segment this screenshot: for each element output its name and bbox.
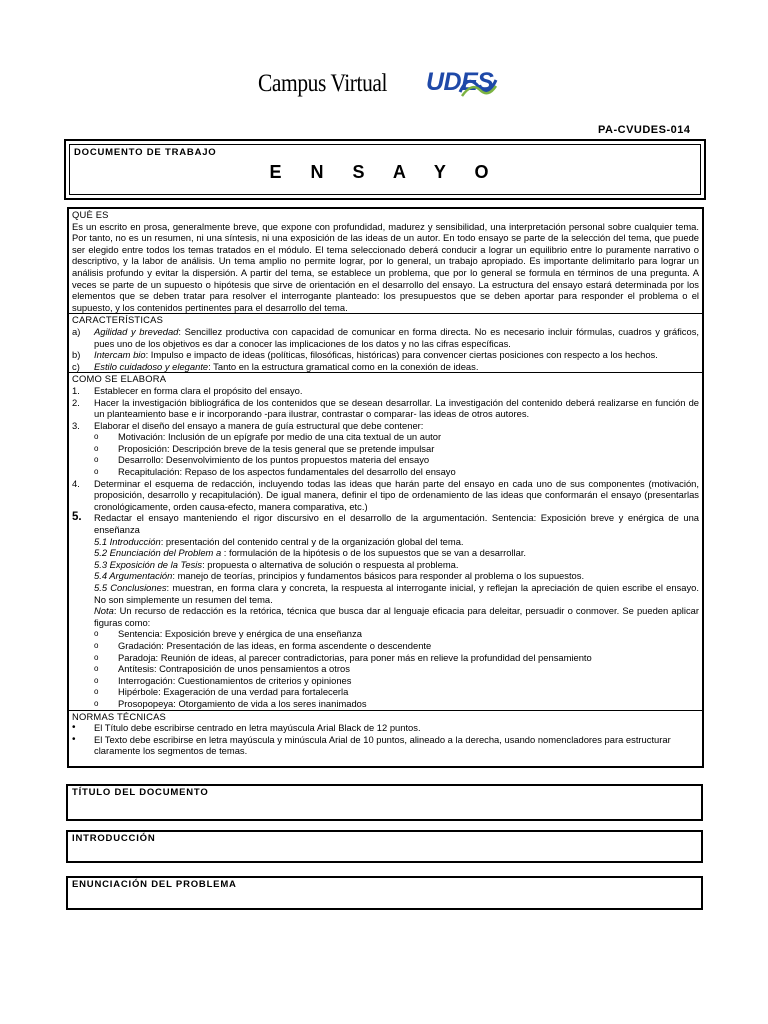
step-text: Elaborar el diseño del ensayo a manera de guía estructural que debe contener: <box>94 419 424 431</box>
sub-item-term: 5.4 Argumentación <box>94 570 173 582</box>
list-item <box>72 420 699 432</box>
list-item <box>72 722 699 734</box>
bullet-text: Motivación: Inclusión de un epígrafe por medio de una cita textual de un autor <box>118 431 442 443</box>
list-item <box>72 686 699 698</box>
list-item <box>72 663 699 675</box>
item-description: : Impulso e impacto de ideas (políticas, filosóficas, históricas) para convencer ciertas posiciones con respecto a los hechos. <box>145 349 658 361</box>
item-description: : Sencillez productiva con capacidad de comunicar en forma directa. No es necesario incluir fórmulas, cuadros y gráficos, pues uno de los objetivos es dar a conocer las implicaciones de los datos y no las cifras específicas. <box>94 325 699 349</box>
list-item <box>72 431 699 443</box>
list-item <box>72 628 699 640</box>
step-text: Establecer en forma clara el propósito del ensayo. <box>94 384 303 396</box>
sub-item-term: 5.5 Conclusiones <box>94 582 167 593</box>
item-term: Estilo cuidadoso y elegante <box>94 360 209 372</box>
section-title: QUÈ ES <box>72 209 109 220</box>
item-term: Intercam bio <box>94 349 146 361</box>
circle-bullet-icon: o <box>94 664 99 674</box>
list-item <box>72 385 699 397</box>
bullet-text: Interrogación: Cuestionamientos de criterios y opiniones <box>118 674 352 686</box>
content-box <box>67 207 704 768</box>
bullet-text: Sentencia: Exposición breve y enérgica de una enseñanza <box>118 628 362 640</box>
campus-virtual-udes-logo <box>258 66 498 106</box>
item-term: Agilidad y brevedad <box>94 325 179 337</box>
sub-item <box>72 605 699 628</box>
field-label: ENUNCIACIÓN DEL PROBLEMA <box>72 879 237 890</box>
circle-bullet-icon: o <box>94 652 99 662</box>
section-title: NORMAS TÉCNICAS <box>72 710 166 722</box>
bullet-text: Desarrollo: Desenvolvimiento de los puntos propuestos materia del ensayo <box>118 454 430 466</box>
bullet-text: El Título debe escribirse centrado en letra mayúscula Arial Black de 12 puntos. <box>94 722 421 734</box>
list-item <box>72 326 699 349</box>
sub-item-term: 5.1 Introducción <box>94 535 161 547</box>
bullet-text: Gradación: Presentación de las ideas, en forma ascendente o descendente <box>118 639 432 651</box>
bullet-text: Hipérbole: Exageración de una verdad para fortalecerla <box>118 686 349 698</box>
logo-udes-text: UDES <box>426 68 494 96</box>
item-letter: a) <box>72 325 81 337</box>
que-es-text: Es un escrito en prosa, generalmente breve, que expone con profundidad, madurez y sensibilidad, una interpretación personal sobre cualquier tema. Por tanto, no es un resumen, ni una síntesis, ni una exposición de las ideas de un autor. En todo ensayo se parte de la selección del tema, que puede ser elegido entre todos los temas tratados en el módulo. El tema seleccionado deberá conducir a lograr un equilibrio entre lo puramente narrativo o descriptivo, y la labor de análisis. Un tema amplio no permite lograr, por lo general, un trabajo apropiado. Es importante delimitarlo para lograr un análisis profundo y evitar la dispersión. A partir del tema, se establece un problema, que por lo general se formula en términos de una pregunta. A veces se parte de un supuesto o hipótesis que sirve de orientación en el desarrollo del ensayo. La estructura del ensayo estará determinada por los elementos que se deben tratar para resolver el interrogante planteado: los presupuestos que se deben aportar para responder el problema o el supuesto, y los contenidos pertinentes para el desarrollo del tema. <box>72 220 699 313</box>
list-item <box>72 512 699 535</box>
logo-campus-text: Campus Virtual <box>258 70 388 97</box>
section-title: CARACTERÍSTICAS <box>72 314 164 326</box>
list-item <box>72 466 699 478</box>
step-number: 4. <box>72 477 80 489</box>
circle-bullet-icon: o <box>94 698 99 708</box>
sub-item <box>72 582 699 605</box>
document-code: PA-CVUDES-014 <box>598 124 691 136</box>
sub-item-text: : formulación de la hipótesis o de los supuestos que se van a desarrollar. <box>221 547 527 559</box>
sub-item <box>72 559 699 571</box>
step-number: 2. <box>72 396 80 408</box>
step-text: Redactar el ensayo manteniendo el rigor discursivo en el desarrollo de la argumentación. Sentencia: Exposición breve y enérgica de una enseñanza <box>94 512 699 536</box>
sub-item-term: 5.2 Enunciación del Problem a <box>94 547 222 559</box>
circle-bullet-icon: o <box>94 687 99 697</box>
item-text <box>94 326 699 349</box>
sub-item <box>72 570 699 582</box>
sub-item <box>72 547 699 559</box>
list-item <box>72 478 699 513</box>
bullet-icon: • <box>72 733 76 745</box>
circle-bullet-icon: o <box>94 675 99 685</box>
field-label: TÍTULO DEL DOCUMENTO <box>72 787 209 798</box>
list-item <box>72 675 699 687</box>
sub-item-term: Nota <box>94 605 114 617</box>
field-label: INTRODUCCIÓN <box>72 833 156 844</box>
logo-swoosh-icon <box>458 72 498 100</box>
list-item <box>72 361 699 373</box>
sub-item-text: : presentación del contenido central y de la organización global del tema. <box>160 535 464 547</box>
document-type-label: DOCUMENTO DE TRABAJO <box>74 147 217 158</box>
list-item <box>72 454 699 466</box>
step-number: 5. <box>72 511 82 524</box>
enunciacion-problema-field[interactable] <box>66 876 703 910</box>
document-title: E N S A Y O <box>269 162 501 182</box>
list-item <box>72 698 699 710</box>
list-item <box>72 443 699 455</box>
section-normas-tecnicas <box>69 711 702 757</box>
section-title: COMO SE ELABORA <box>72 373 167 385</box>
bullet-text: Paradoja: Reunión de ideas, al parecer contradictorias, para poner más en relieve la profundidad del pensamiento <box>118 651 592 663</box>
sub-item-term: 5.3 Exposición de la Tesis <box>94 558 203 570</box>
sub-item-text: : Un recurso de redacción es la retórica, técnica que busca dar al lenguaje eficacia para deleitar, persuadir o conmover. Se pueden aplicar figuras como: <box>94 605 699 628</box>
list-item <box>72 397 699 420</box>
circle-bullet-icon: o <box>94 455 99 465</box>
section-caracteristicas <box>69 314 702 373</box>
circle-bullet-icon: o <box>94 629 99 639</box>
sub-item-text: : propuesta o alternativa de solución o respuesta al problema. <box>202 558 459 570</box>
introduccion-field[interactable] <box>66 830 703 863</box>
sub-item <box>72 536 699 548</box>
step-text: Hacer la investigación bibliográfica de los contenidos que se desean desarrollar. La investigación del contenido deberá realizarse en función de un planteamiento base e ir incorporando -para ilustrar, contrastar o comparar- las ideas de otros autores. <box>94 396 699 420</box>
step-number: 3. <box>72 419 80 431</box>
step-text: Determinar el esquema de redacción, incluyendo todas las ideas que harán parte del ensayo en cada uno de sus componentes (motivación, proposición, desarrollo y recapitulación). De igual manera, definir el tipo de ordenamiento de las ideas que conformarán el ensayo (presentarlas cronológicamente, orden causa-efecto, manera comparativa, etc.) <box>94 477 699 512</box>
circle-bullet-icon: o <box>94 640 99 650</box>
section-que-es <box>69 209 702 314</box>
circle-bullet-icon: o <box>94 467 99 477</box>
item-letter: c) <box>72 360 80 372</box>
sub-item-text: : muestran, en forma clara y concreta, la respuesta al interrogante inicial, y reflejan la apreciación de quien escribe el ensayo. No son simplemente un resumen del tema. <box>94 582 699 605</box>
item-description: : Tanto en la estructura gramatical como en la conexión de ideas. <box>208 360 479 372</box>
list-item <box>72 349 699 361</box>
sub-item-text: : manejo de teorías, principios y fundamentos básicos para responder al problema o los supuestos. <box>172 570 585 582</box>
item-letter: b) <box>72 349 81 361</box>
bullet-text: Recapitulación: Repaso de los aspectos fundamentales del desarrollo del ensayo <box>118 466 456 478</box>
bullet-text: Proposición: Descripción breve de la tesis general que se pretende impulsar <box>118 442 435 454</box>
list-item <box>72 734 699 757</box>
document-header-inner <box>69 144 701 195</box>
item-text <box>94 361 699 373</box>
circle-bullet-icon: o <box>94 432 99 442</box>
section-como-se-elabora <box>69 373 702 710</box>
titulo-documento-field[interactable] <box>66 784 703 821</box>
circle-bullet-icon: o <box>94 443 99 453</box>
bullet-text: El Texto debe escribirse en letra mayúscula y minúscula Arial de 10 puntos, alineado a la derecha, usando nomencladores para estructurar claramente los segmentos de temas. <box>94 733 671 757</box>
bullet-icon: • <box>72 722 76 734</box>
list-item <box>72 640 699 652</box>
document-header-box <box>64 139 706 200</box>
bullet-text: Prosopopeya: Otorgamiento de vida a los seres inanimados <box>118 697 367 709</box>
list-item <box>72 652 699 664</box>
item-text <box>94 349 699 361</box>
bullet-text: Antítesis: Contraposición de unos pensamientos a otros <box>118 663 350 675</box>
step-number: 1. <box>72 384 80 396</box>
